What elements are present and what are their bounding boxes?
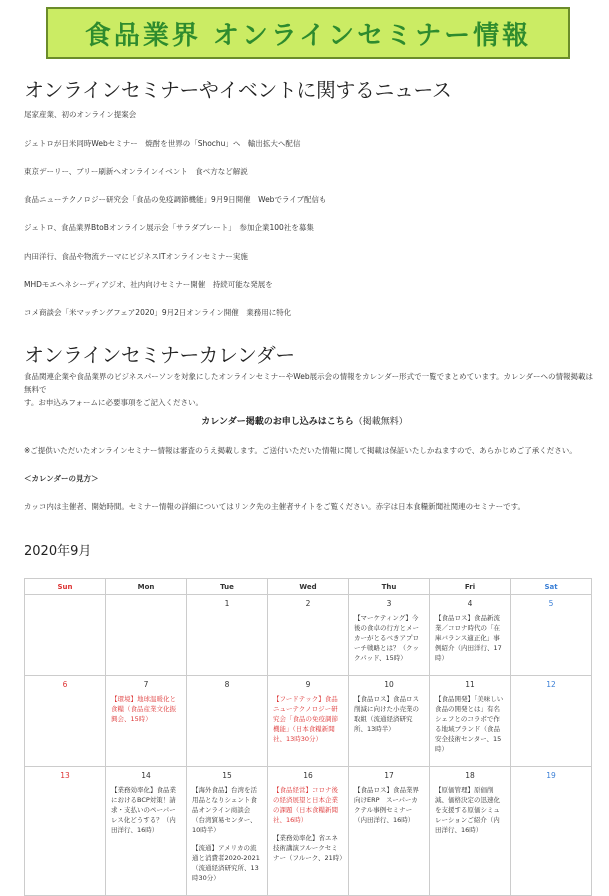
news-item[interactable]: 東京デーリー、ブリー刷新へオンラインイベント 食べ方など解説 [24,167,248,176]
news-item[interactable]: ジェトロ、食品業界BtoBオンライン展示会「サラダプレート」 参加企業100社を募集 [24,223,314,232]
calendar-day-cell [349,595,430,676]
news-item[interactable]: 尾家産業、初のオンライン提案会 [24,110,137,119]
day-number: 5 [548,599,554,608]
news-item[interactable]: 内田洋行、食品や物流テーマにビジネスITオンラインセミナー実施 [24,252,248,261]
calendar-day-cell [106,595,187,676]
calendar-week-row [25,767,592,896]
day-number: 19 [546,771,556,780]
calendar-week-row [25,595,592,676]
calendar-event-link[interactable]: 【海外食品】台湾を活用品となりシェント食品オンライン商談会（台湾貿易センター、10時半） [192,786,257,834]
calendar-event-link[interactable]: 【環境】地球温暖化と食糧（食品産業文化振興会、15時） [111,695,176,723]
apply-link[interactable]: カレンダー掲載のお申し込みはこちら [201,417,354,427]
day-number: 1 [224,599,230,608]
news-item[interactable]: MHDモエヘネシーディアジオ、社内向けセミナー開催 持続可能な発展を [24,280,273,289]
day-number: 13 [60,771,70,780]
weekday-sun: Sun [25,579,106,595]
day-number: 9 [305,680,311,689]
calendar-heading: オンラインセミナーカレンダー [24,343,295,367]
apply-link-row[interactable] [0,414,609,427]
calendar-day-cell [25,767,106,896]
news-item[interactable]: ジェトロが日米同時Webセミナー 焼酎を世界の「Shochu」へ 輸出拡大へ配信 [24,139,301,148]
calendar-event-link[interactable]: 【食品ロス】食品ロス削減に向けた小売業の取組（流通経済研究所、13時半） [354,695,419,733]
calendar-event-link[interactable]: 【マーケティング】今後の食卓の行方とメーカーがとるべきアプローチ戦略とは？（クックパッド、15時） [354,614,419,662]
weekday-mon: Mon [106,579,187,595]
calendar-event-link[interactable]: 【食品ロス】食品業界向けERP スーパーカクテル事例セミナー（内田洋行、16時） [354,786,419,824]
calendar-day-cell [349,767,430,896]
apply-note: （掲載無料） [353,417,408,427]
day-number: 6 [62,680,68,689]
calendar-day-cell [511,767,592,896]
weekday-wed: Wed [268,579,349,595]
day-number: 12 [546,680,556,689]
day-number: 18 [465,771,475,780]
calendar-event-link[interactable]: 【原価管理】原価削減、価格決定の迅速化を支援する原価シミュレーションご紹介（内田洋行、16時） [435,786,500,834]
weekday-sat: Sat [511,579,592,595]
calendar-event-link[interactable]: 【フードテック】食品ニューテクノロジー研究会「食品の免疫調節機能」（日本食糧新聞社、13時30分） [273,695,338,743]
calendar-day-cell [106,676,187,767]
day-number: 7 [143,680,149,689]
calendar-event-link[interactable]: 【食品ロス】食品新流業／コロナ時代の「在庫バランス適正化」事例紹介（内田洋行、17時） [435,614,502,662]
calendar-day-cell [25,595,106,676]
weekday-header-row [25,579,592,595]
day-number: 2 [305,599,311,608]
day-number: 15 [222,771,232,780]
weekday-thu: Thu [349,579,430,595]
calendar-event-link[interactable]: 【食品開発】「美味しい食品の開発とは」有名シェフとのコラボで作る地域ブランド（食品安全技術センター、15時） [435,695,504,753]
day-number: 10 [384,680,394,689]
day-number: 3 [386,599,392,608]
howto-heading: ＜カレンダーの見方＞ [24,474,99,483]
calendar-intro-line1: 食品関連企業や食品業界のビジネスパーソンを対象にしたオンラインセミナーやWeb展示会の情報をカレンダー形式で一覧でまとめています。カレンダーへの情報掲載は無料で [24,372,594,394]
calendar-event-link[interactable]: 【業務効率化】省エネ技術講演フルークセミナー（フルーク、21時） [273,834,346,862]
day-number: 8 [224,680,230,689]
calendar-day-cell [430,676,511,767]
news-item[interactable]: 食品ニューテクノロジー研究会「食品の免疫調節機能」9月9日開催 Webでライブ配信も [24,195,327,204]
calendar-day-cell [187,767,268,896]
calendar-day-cell [25,676,106,767]
calendar-day-cell [106,767,187,896]
disclaimer: ※ご提供いただいたオンラインセミナー情報は審査のうえ掲載します。ご送付いただいた情報に関して掲載は保証いたしかねますので、あらかじめご了承ください。 [24,446,577,455]
calendar-day-cell [268,595,349,676]
news-heading: オンラインセミナーやイベントに関するニュース [24,78,452,102]
calendar-day-cell [430,595,511,676]
calendar-event-link[interactable]: 【流通】アメリカの流通と消費者2020-2021（流通経済研究所、13時30分） [192,844,260,882]
weekday-tue: Tue [187,579,268,595]
calendar-week-row [25,676,592,767]
calendar-day-cell [430,767,511,896]
day-number: 14 [141,771,151,780]
weekday-fri: Fri [430,579,511,595]
day-number: 4 [467,599,473,608]
event-calendar [24,578,592,896]
calendar-day-cell [511,595,592,676]
calendar-day-cell [187,595,268,676]
calendar-day-cell [268,676,349,767]
day-number: 11 [465,680,475,689]
site-banner [46,7,570,59]
calendar-intro [24,370,594,409]
calendar-day-cell [268,767,349,896]
howto-text: カッコ内は主催者、開始時間。セミナー情報の詳細についてはリンク先の主催者サイトをご覧ください。赤字は日本食糧新聞社関連のセミナーです。 [24,502,525,511]
day-number: 16 [303,771,313,780]
calendar-event-link[interactable]: 【食品経営】コロナ後の経済展望と日本企業の課題（日本食糧新聞社、16時） [273,786,338,824]
banner-title: 食品業界 オンラインセミナー情報 [84,20,532,51]
calendar-intro-line2: す。お申込みフォームに必要事項をご記入ください。 [24,398,204,407]
calendar-day-cell [511,676,592,767]
calendar-event-link[interactable]: 【業務効率化】食品業におけるBCP対策！請求・支払いのペーパーレス化どうする？（内田洋行、16時） [111,786,176,834]
calendar-day-cell [349,676,430,767]
calendar-day-cell [187,676,268,767]
day-number: 17 [384,771,394,780]
month-label: 2020年9月 [24,544,92,559]
news-item[interactable]: コメ商談会「米マッチングフェア2020」9月2日オンライン開催 業務用に特化 [24,308,292,317]
